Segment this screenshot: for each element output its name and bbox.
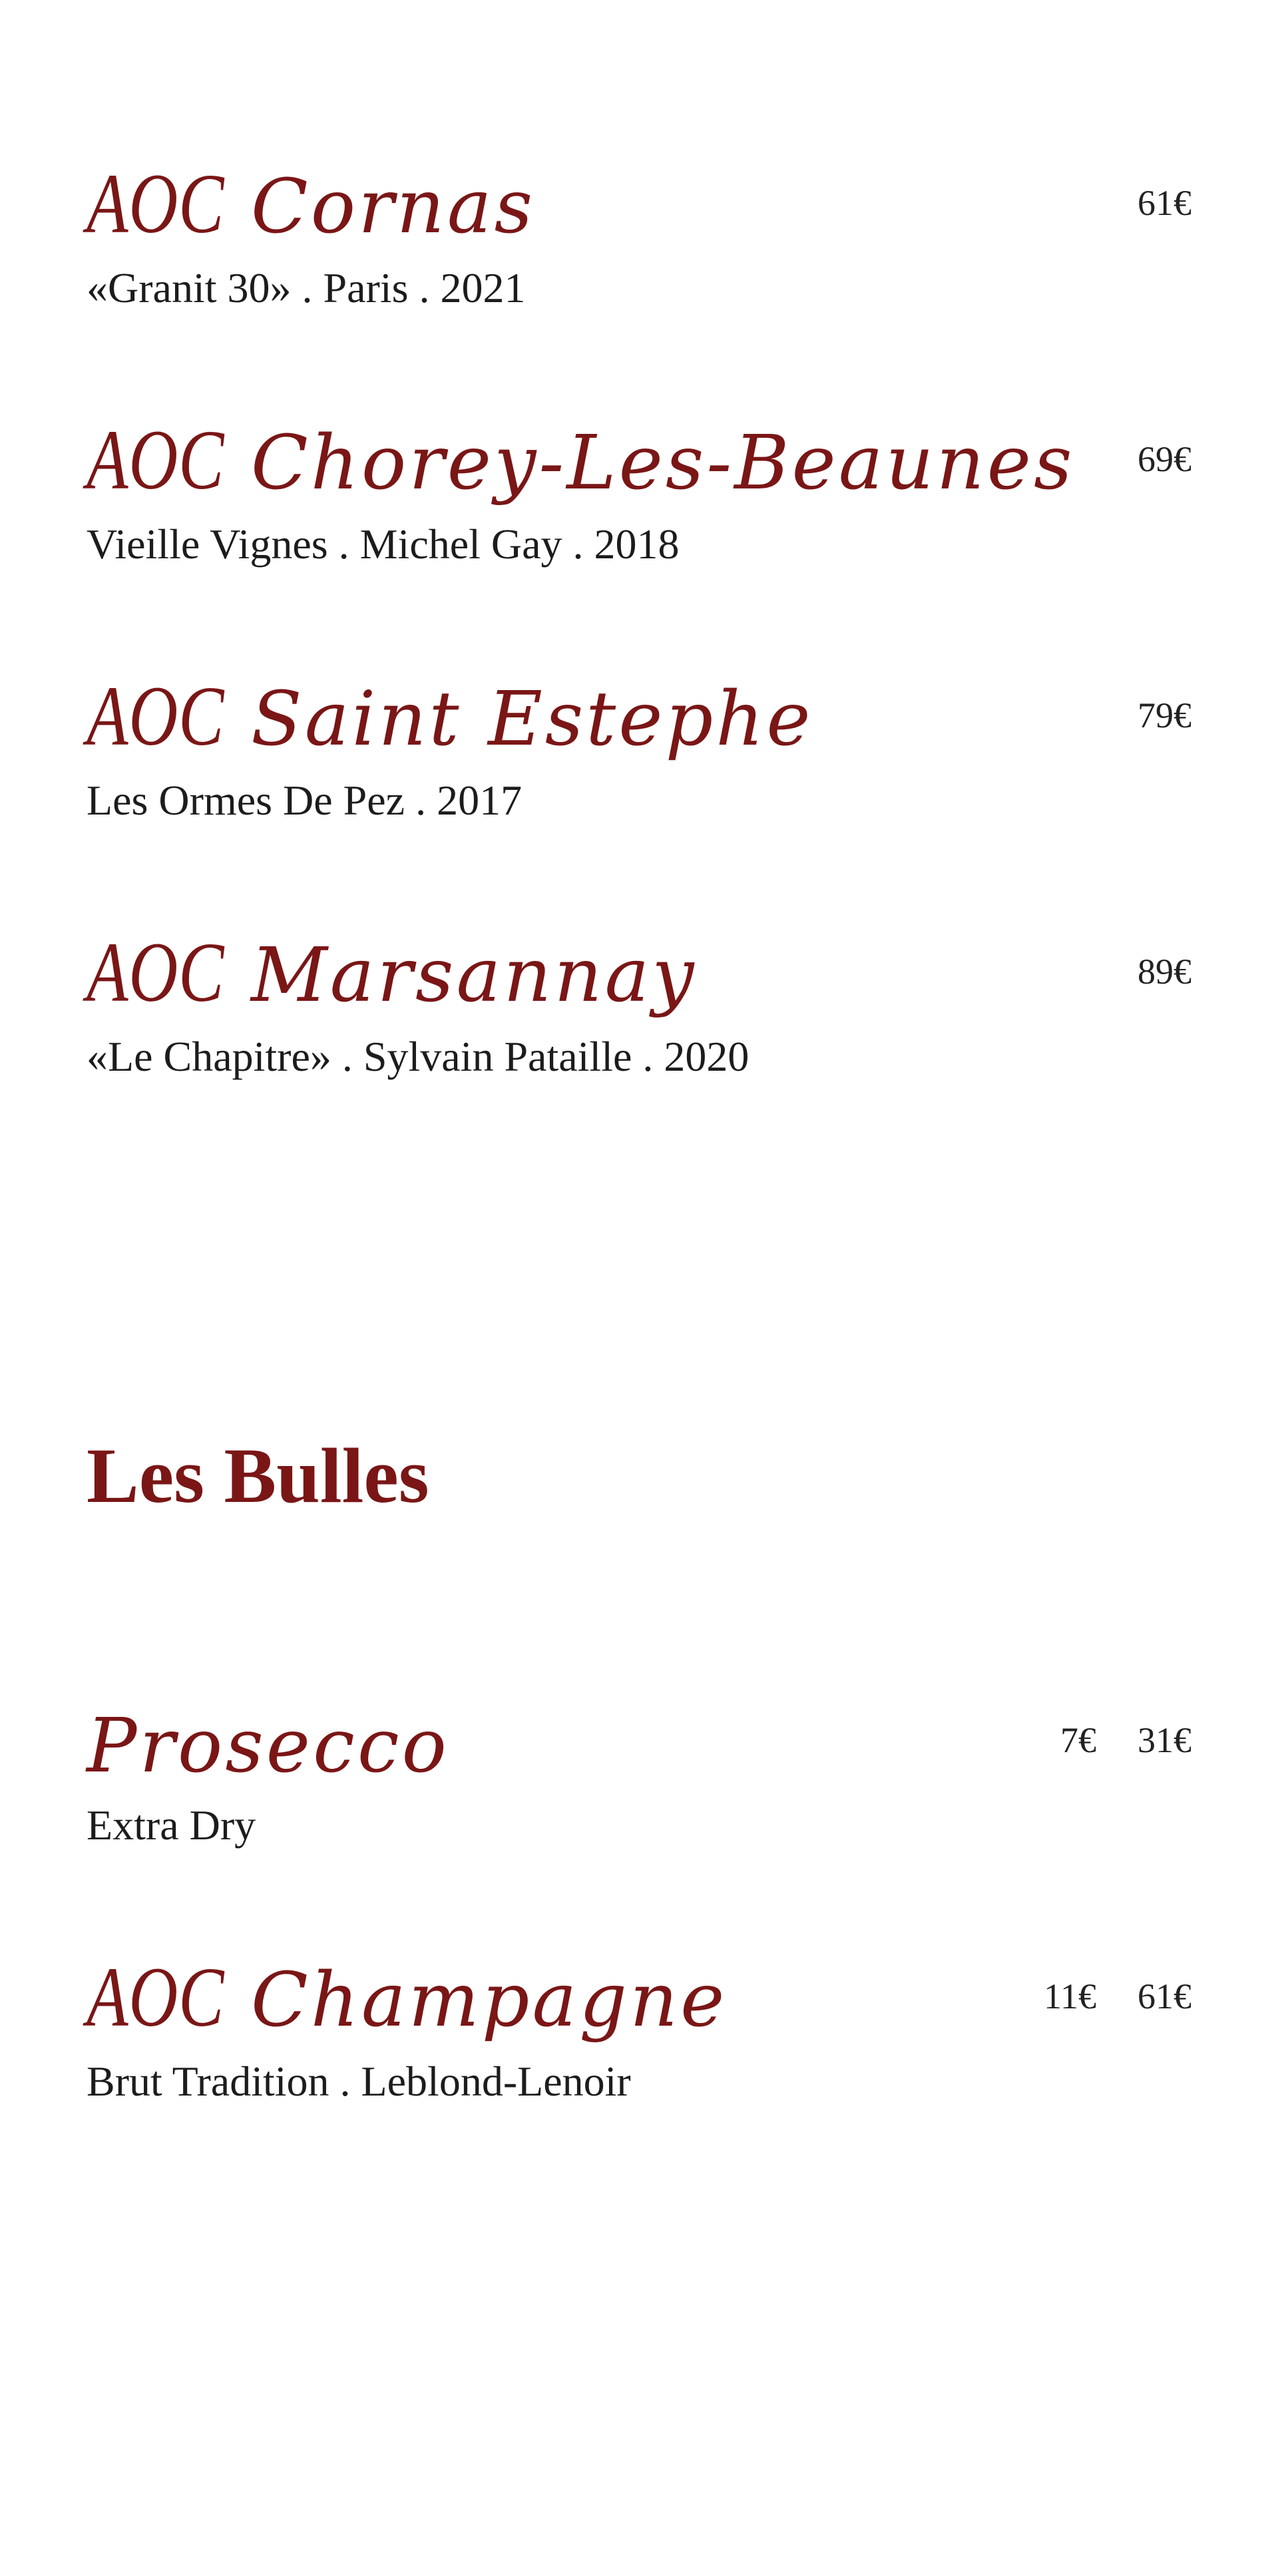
- price-group: [1138, 439, 1191, 480]
- wine-description: Les Ormes De Pez . 2017: [87, 777, 523, 824]
- appellation-prefix: AOC: [87, 413, 225, 507]
- wine-item-marsannay: [87, 902, 1191, 1081]
- glass-price: 7€: [1060, 1720, 1096, 1760]
- bottle-price: 79€: [1138, 695, 1191, 735]
- wine-title: [87, 1703, 449, 1789]
- bottle-price: 31€: [1138, 1720, 1191, 1760]
- appellation-prefix: AOC: [87, 925, 225, 1019]
- wine-item-chorey-les-beaunes: [87, 389, 1191, 569]
- wine-description: Vieille Vignes . Michel Gay . 2018: [87, 520, 680, 568]
- wine-item-saint-estephe: [87, 645, 1191, 825]
- wine-name: Prosecco: [87, 1703, 449, 1789]
- price-group: [1138, 695, 1191, 736]
- wine-name: Champagne: [251, 1957, 728, 2044]
- wine-item-prosecco: [87, 1670, 1191, 1850]
- wine-name: Marsannay: [251, 932, 697, 1019]
- wine-description: Extra Dry: [87, 1801, 256, 1849]
- wine-name: Cornas: [251, 164, 536, 250]
- wine-name: Saint Estephe: [251, 676, 813, 763]
- wine-item-champagne: [87, 1927, 1191, 2106]
- appellation-prefix: AOC: [87, 1950, 225, 2044]
- wine-item-cornas: [87, 133, 1191, 313]
- wine-title: [87, 669, 813, 763]
- wine-name: Chorey-Les-Beaunes: [251, 420, 1075, 506]
- wine-description: Brut Tradition . Leblond-Lenoir: [87, 2058, 631, 2105]
- wine-title: [87, 413, 1075, 507]
- bottle-price: 89€: [1138, 952, 1191, 992]
- wine-title: [87, 925, 697, 1019]
- section-heading-bulles: Les Bulles: [87, 1432, 429, 1519]
- wine-title: [87, 156, 536, 251]
- price-group: [1044, 1976, 1191, 2017]
- wine-description: «Le Chapitre» . Sylvain Pataille . 2020: [87, 1033, 749, 1080]
- glass-price: 11€: [1044, 1976, 1096, 2016]
- appellation-prefix: AOC: [87, 156, 225, 251]
- bottle-price: 61€: [1138, 1976, 1191, 2016]
- price-group: [1138, 951, 1191, 992]
- price-group: [1060, 1720, 1191, 1761]
- price-group: [1138, 182, 1191, 224]
- wine-description: «Granit 30» . Paris . 2021: [87, 264, 526, 311]
- bottle-price: 61€: [1138, 183, 1191, 223]
- bottle-price: 69€: [1138, 439, 1191, 479]
- appellation-prefix: AOC: [87, 669, 225, 763]
- wine-title: [87, 1950, 728, 2044]
